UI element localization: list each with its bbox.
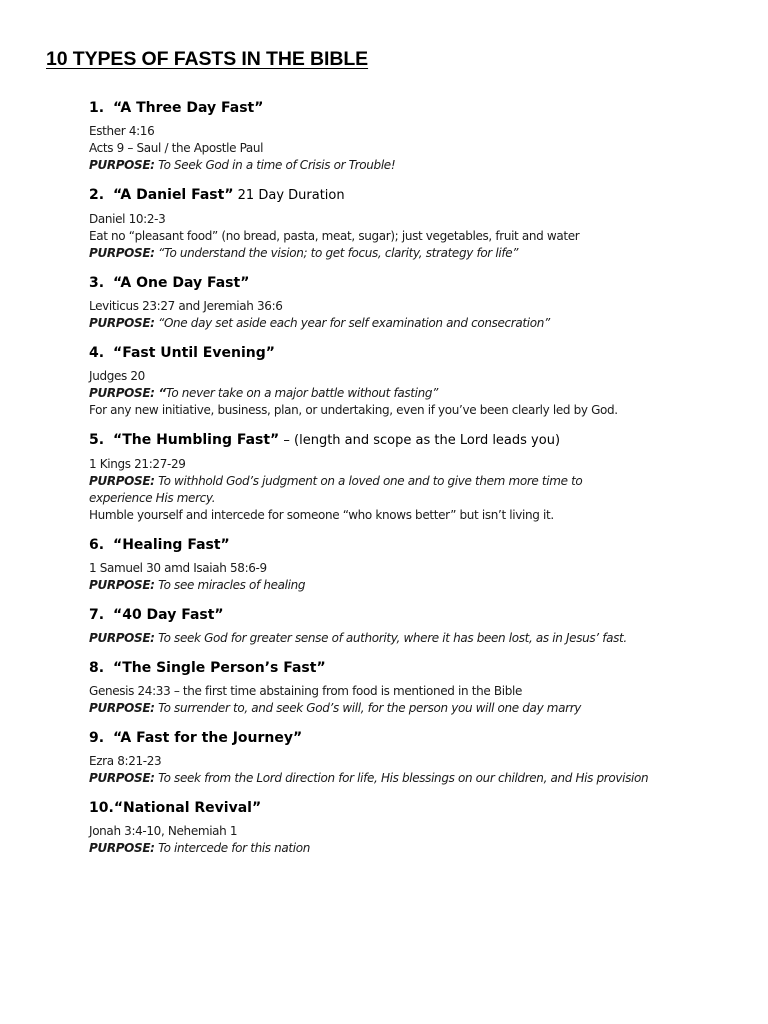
fast-title: “A Daniel Fast” — [113, 187, 234, 203]
purpose-label: PURPOSE: — [89, 841, 155, 855]
scripture-reference: Eat no “pleasant food” (no bread, pasta, meat, sugar); just vegetables, fruit and water — [89, 229, 580, 243]
purpose-line — [89, 315, 749, 332]
fast-item — [89, 97, 749, 174]
fast-list — [89, 97, 749, 857]
purpose-line — [89, 245, 749, 262]
purpose-label: PURPOSE: — [89, 316, 155, 330]
fast-number: 4. — [89, 345, 105, 361]
purpose-line — [89, 840, 749, 857]
fast-title: “40 Day Fast” — [113, 607, 224, 623]
fast-heading — [89, 797, 749, 819]
scripture-reference: 1 Kings 21:27-29 — [89, 457, 186, 471]
purpose-label: PURPOSE: — [89, 474, 155, 488]
fast-item — [89, 429, 749, 524]
purpose-text: To withhold God’s judgment on a loved one and to give them more time to experience His mercy. — [89, 474, 583, 505]
fast-heading — [89, 272, 749, 294]
fast-heading — [89, 657, 749, 679]
purpose-text: “To understand the vision; to get focus, clarity, strategy for life” — [154, 246, 519, 260]
purpose-line — [89, 157, 749, 174]
fast-heading — [89, 342, 749, 364]
purpose-text: To never take on a major battle without fasting” — [165, 386, 439, 400]
purpose-label: PURPOSE: — [89, 158, 155, 172]
fast-number: 5. — [89, 432, 105, 448]
purpose-label: PURPOSE: — [89, 578, 155, 592]
fast-detail: Humble yourself and intercede for someone “who knows better” but isn’t living it. — [89, 508, 554, 522]
purpose-line — [89, 577, 749, 594]
fast-heading — [89, 97, 749, 119]
fast-item — [89, 797, 749, 857]
fast-item — [89, 534, 749, 594]
fast-item — [89, 272, 749, 332]
scripture-reference: Acts 9 – Saul / the Apostle Paul — [89, 141, 264, 155]
purpose-text: To intercede for this nation — [154, 841, 311, 855]
purpose-text: To seek from the Lord direction for life, His blessings on our children, and His provision — [154, 771, 649, 785]
fast-number: 10. — [89, 800, 114, 816]
purpose-text: To see miracles of healing — [154, 578, 306, 592]
scripture-reference: Genesis 24:33 – the first time abstaining from food is mentioned in the Bible — [89, 684, 522, 698]
purpose-text: To seek God for greater sense of authority, where it has been lost, as in Jesus’ fast. — [154, 631, 627, 645]
fast-title: “Healing Fast” — [113, 537, 230, 553]
fast-item — [89, 727, 749, 787]
purpose-label: PURPOSE: — [89, 771, 155, 785]
fast-number: 8. — [89, 660, 105, 676]
fast-title: “The Single Person’s Fast” — [113, 660, 326, 676]
fast-number: 6. — [89, 537, 105, 553]
purpose-text: “One day set aside each year for self examination and consecration” — [154, 316, 550, 330]
fast-title: “The Humbling Fast” — [113, 432, 280, 448]
purpose-text: To Seek God in a time of Crisis or Trouble! — [154, 158, 396, 172]
scripture-reference: Leviticus 23:27 and Jeremiah 36:6 — [89, 299, 283, 313]
purpose-label: PURPOSE: — [89, 631, 155, 645]
fast-detail: For any new initiative, business, plan, or undertaking, even if you’ve been clearly led by God. — [89, 403, 618, 417]
fast-number: 2. — [89, 187, 105, 203]
purpose-label: PURPOSE: — [89, 701, 155, 715]
fast-number: 1. — [89, 100, 105, 116]
fast-title: “A Fast for the Journey” — [113, 730, 303, 746]
scripture-reference: Daniel 10:2-3 — [89, 212, 166, 226]
fast-title: “A One Day Fast” — [113, 275, 250, 291]
fast-item — [89, 657, 749, 717]
purpose-label: PURPOSE: “ — [89, 386, 166, 400]
fast-item — [89, 342, 749, 419]
fast-heading — [89, 184, 749, 207]
fast-number: 9. — [89, 730, 105, 746]
fast-note: 21 Day Duration — [233, 188, 345, 203]
fast-title: “Fast Until Evening” — [113, 345, 275, 361]
scripture-reference: Ezra 8:21-23 — [89, 754, 162, 768]
scripture-reference: Jonah 3:4-10, Nehemiah 1 — [89, 824, 238, 838]
purpose-label: PURPOSE: — [89, 246, 155, 260]
page-title: 10 TYPES OF FASTS IN THE BIBLE — [46, 48, 369, 70]
fast-number: 7. — [89, 607, 105, 623]
fast-title: “A Three Day Fast” — [113, 100, 264, 116]
purpose-line — [89, 630, 749, 647]
purpose-line — [89, 473, 629, 507]
fast-heading — [89, 534, 749, 556]
fast-heading — [89, 727, 749, 749]
purpose-line — [89, 770, 749, 787]
fast-note: – (length and scope as the Lord leads you) — [279, 433, 561, 448]
scripture-reference: Esther 4:16 — [89, 124, 155, 138]
purpose-line — [89, 385, 749, 402]
fast-title: “National Revival” — [113, 800, 262, 816]
purpose-line — [89, 700, 749, 717]
fast-item — [89, 184, 749, 262]
fast-item — [89, 604, 749, 647]
fast-heading — [89, 604, 749, 626]
purpose-text: To surrender to, and seek God’s will, for the person you will one day marry — [154, 701, 582, 715]
fast-number: 3. — [89, 275, 105, 291]
scripture-reference: 1 Samuel 30 amd Isaiah 58:6-9 — [89, 561, 267, 575]
scripture-reference: Judges 20 — [89, 369, 145, 383]
fast-heading — [89, 429, 749, 452]
